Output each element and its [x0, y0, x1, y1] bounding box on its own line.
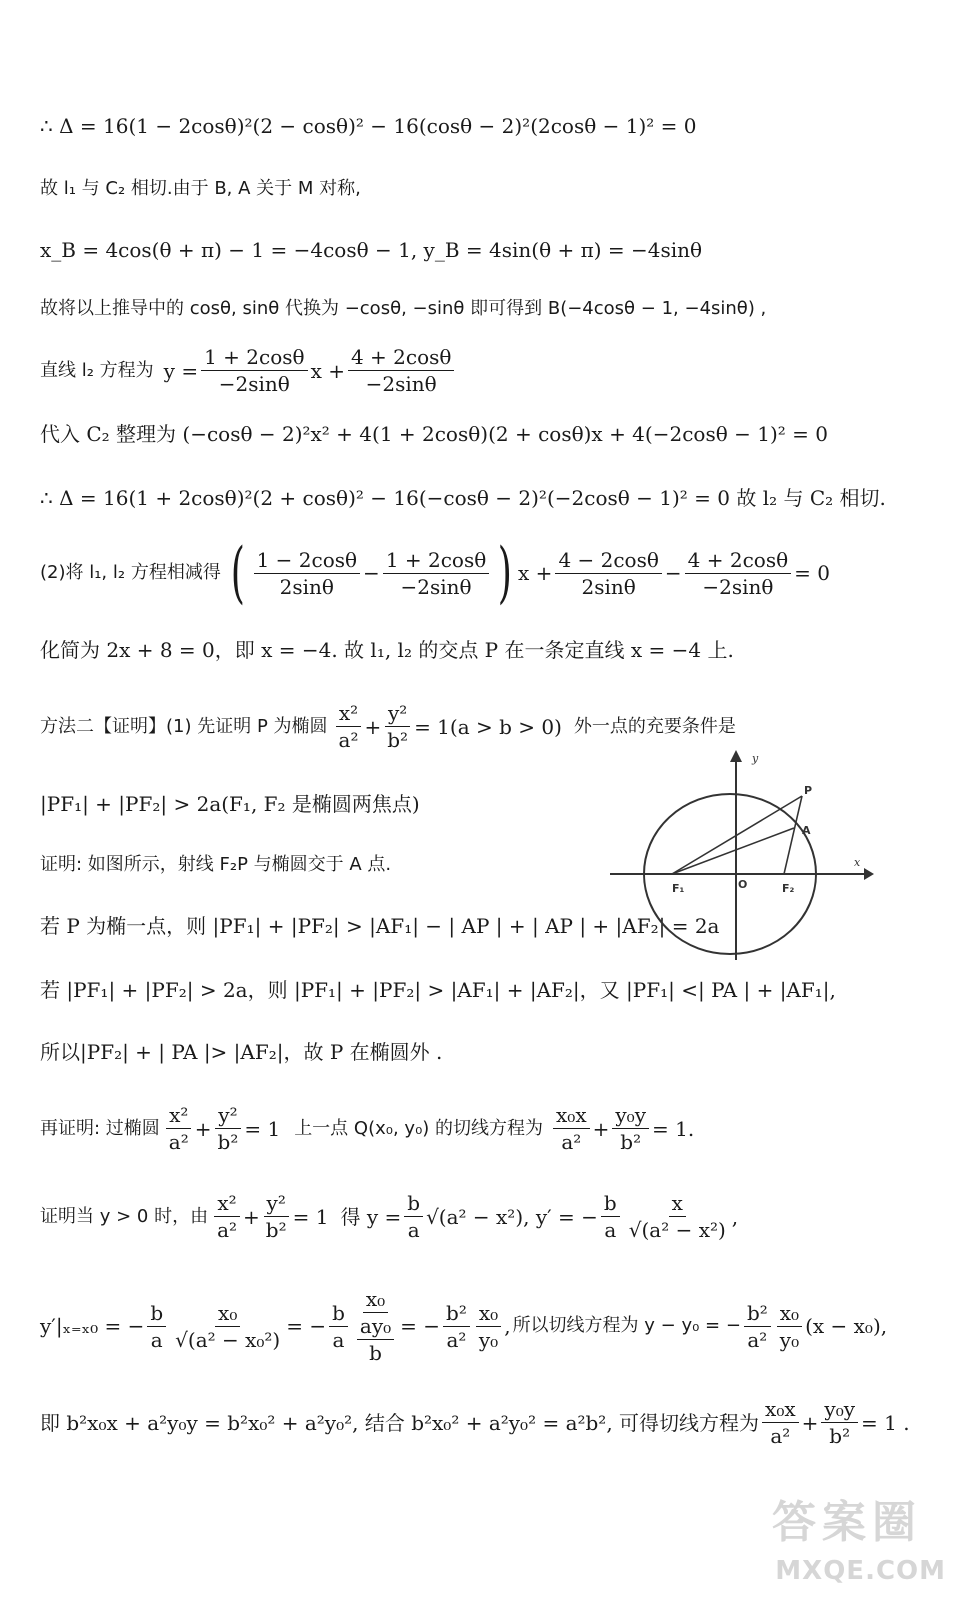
ellipse-x-den: a² — [338, 728, 359, 752]
py-root: √(a² − x²) — [426, 1204, 524, 1229]
ellipse-condition: = 1(a > b > 0) — [414, 714, 562, 739]
tc-tan-y-den: b² — [620, 1130, 642, 1154]
right-big-paren: ) — [498, 534, 513, 611]
tangent-claim-line — [40, 1104, 694, 1153]
deriv-x0-over-ay0b — [354, 1288, 397, 1364]
deriv-tangent-text: 所以切线方程为 y − y₀ = − — [512, 1315, 741, 1337]
tc-tan-x-num: x₀x — [553, 1104, 590, 1129]
ellipse-plus: + — [364, 714, 382, 739]
tc-tan-eq: = 1. — [652, 1116, 695, 1141]
sub-frac-4-den: −2sinθ — [702, 574, 774, 599]
sub-frac-3-den: 2sinθ — [581, 574, 636, 599]
tc-ellipse-y-den: b² — [217, 1130, 239, 1154]
segment-f1-a — [672, 828, 794, 874]
ellipse-y-num: y² — [385, 702, 410, 727]
py-plus: + — [243, 1204, 260, 1229]
l2-frac-1 — [201, 346, 307, 395]
final-plus: + — [801, 1410, 819, 1435]
deriv-lhs: y′|ₓ₌ₓ₀ = − — [40, 1314, 145, 1338]
point-p-label: P — [804, 784, 813, 797]
py-a-den-2: a — [604, 1218, 617, 1242]
final-y-frac — [821, 1398, 858, 1447]
deriv-ay0b-den — [354, 1313, 397, 1364]
deriv-x0-over-root — [172, 1302, 283, 1351]
deriv-b-num-2: b — [329, 1302, 348, 1327]
deriv-eq-2: = − — [400, 1314, 441, 1338]
outside-point-text: 外一点的充要条件是 — [573, 715, 736, 737]
deriv-comma: , — [504, 1314, 511, 1338]
tc-plus: + — [194, 1116, 212, 1141]
py-get-y: 得 y = — [340, 1204, 402, 1229]
deriv-x0-num-3: x₀ — [476, 1302, 501, 1327]
l2-y-eq: y = — [163, 358, 199, 383]
proof-y-positive-label: 证明当 y > 0 时，由 — [40, 1205, 209, 1227]
sub-x-plus: x + — [518, 561, 553, 585]
py-root-den: √(a² − x²) — [628, 1218, 726, 1242]
py-tail: , — [731, 1204, 739, 1229]
delta-l2-line: ∴ Δ = 16(1 + 2cosθ)²(2 + cosθ)² − 16(−cosθ − 2)²(−2cosθ − 1)² = 0 故 l₂ 与 C₂ 相切. — [40, 486, 886, 510]
method-two-line — [40, 702, 736, 751]
sub-minus-2: − — [664, 561, 682, 585]
deriv-x0-num: x₀ — [215, 1302, 240, 1327]
deriv-x0-over-y0 — [476, 1302, 501, 1351]
tc-tan-y-num: y₀y — [612, 1104, 649, 1129]
origin-label: O — [738, 878, 748, 891]
segment-f2-p — [784, 796, 802, 874]
deriv-b2-over-a2-2 — [744, 1302, 771, 1351]
tc-point-text: 上一点 Q(x₀, y₀) 的切线方程为 — [294, 1117, 544, 1139]
proof-ray-text: 证明: 如图所示，射线 F₂P 与椭圆交于 A 点. — [40, 854, 392, 875]
py-b-num: b — [404, 1192, 423, 1217]
final-eq-one: = 1 . — [861, 1410, 910, 1435]
py-ellipse-x-num: x² — [214, 1192, 239, 1217]
delta-l1-line: ∴ Δ = 16(1 − 2cosθ)²(2 − cosθ)² − 16(cosθ − 2)²(2cosθ − 1)² = 0 — [40, 114, 697, 138]
l2-frac-1-den: −2sinθ — [218, 372, 290, 396]
sub-frac-1-den: 2sinθ — [279, 574, 334, 599]
ellipse-y-frac — [384, 702, 411, 751]
deriv-ay0-over-b — [357, 1315, 394, 1364]
x-axis-label: x — [854, 856, 861, 869]
py-ellipse-x-den: a² — [217, 1218, 238, 1242]
outer-point-line: 若 |PF₁| + |PF₂| > 2a，则 |PF₁| + |PF₂| > |AF₁| + |AF₂|，又 |PF₁| <| PA | + |AF₁|, — [40, 978, 836, 1002]
deriv-tail: (x − x₀), — [805, 1314, 888, 1338]
simplify-line: 化简为 2x + 8 = 0，即 x = −4. 故 l₁, l₂ 的交点 P 在一条定直线 x = −4 上. — [40, 638, 734, 662]
deriv-y0-den: y₀ — [478, 1327, 499, 1352]
watermark-url-text: MXQE.COM — [775, 1556, 946, 1586]
deriv-b2-over-a2 — [443, 1302, 470, 1351]
tc-tan-plus: + — [592, 1116, 610, 1141]
py-x-over-root — [626, 1192, 729, 1241]
deriv-x0-num-4: x₀ — [777, 1302, 802, 1327]
l1-tangent-text: 故 l₁ 与 C₂ 相切.由于 B, A 关于 M 对称, — [40, 178, 361, 199]
tc-eq-one: = 1 — [244, 1116, 281, 1141]
subtract-equation-line — [40, 534, 830, 611]
deriv-b-num: b — [147, 1302, 166, 1327]
inner-point-line: 若 P 为椭一点，则 |PF₁| + |PF₂| > |AF₁| − | AP | + | AP | + |AF₂| = 2a — [40, 914, 720, 938]
l2-frac-2-den: −2sinθ — [365, 372, 437, 396]
sub-frac-2-num: 1 + 2cosθ — [383, 549, 489, 574]
deriv-b-den: b — [369, 1341, 382, 1365]
proof-y-positive-line — [40, 1192, 738, 1241]
final-x-frac — [762, 1398, 799, 1447]
final-tangent-text: 即 b²x₀x + a²y₀y = b²x₀² + a²y₀², 结合 b²x₀² + a²y₀² = a²b², 可得切线方程为 — [40, 1410, 760, 1435]
deriv-a2-den-2: a² — [747, 1327, 768, 1352]
py-a-den: a — [407, 1218, 420, 1242]
final-x-den: a² — [770, 1424, 791, 1448]
point-a-label: A — [802, 824, 811, 837]
sub-frac-2-den: −2sinθ — [400, 574, 472, 599]
sub-frac-2 — [383, 549, 489, 598]
ellipse-y-den: b² — [387, 728, 409, 752]
substitution-text: 故将以上推导中的 cosθ, sinθ 代换为 −cosθ, −sinθ 即可得到 B(−4cosθ − 1, −4sinθ) , — [40, 298, 767, 319]
py-ellipse-x-frac — [214, 1192, 240, 1241]
l2-label: 直线 l₂ 方程为 — [40, 359, 154, 381]
py-b-over-a — [404, 1192, 423, 1241]
sub-minus-1: − — [363, 561, 380, 585]
point-f2-label: F₂ — [782, 882, 795, 895]
py-ellipse-y-den: b² — [265, 1218, 287, 1242]
x-axis-arrow — [864, 868, 874, 880]
method-two-label: 方法二【证明】(1) 先证明 P 为椭圆 — [40, 715, 328, 737]
l2-mid: x + — [310, 358, 345, 383]
l2-equation-line — [40, 346, 457, 395]
py-b-num-2: b — [601, 1192, 620, 1217]
tc-ellipse-y-num: y² — [215, 1104, 240, 1129]
conclusion-line: 所以|PF₂| + | PA |> |AF₂|，故 P 在椭圆外 . — [40, 1040, 443, 1064]
py-b-over-a-2 — [601, 1192, 620, 1241]
l2-frac-1-num: 1 + 2cosθ — [201, 346, 307, 371]
y-axis-arrow — [730, 750, 742, 762]
y-axis-label: y — [752, 752, 759, 765]
deriv-ay0-num: ay₀ — [357, 1315, 394, 1340]
sub-frac-1 — [254, 549, 360, 598]
sub-eq-zero: = 0 — [794, 561, 830, 585]
sub-frac-3 — [555, 549, 661, 598]
b-coordinate-line: x_B = 4cos(θ + π) − 1 = −4cosθ − 1, y_B = 4sin(θ + π) = −4sinθ — [40, 238, 703, 262]
deriv-a-den-2: a — [332, 1327, 345, 1352]
watermark-top-text: 答案圈 — [772, 1497, 922, 1548]
subtract-label: (2)将 l₁, l₂ 方程相减得 — [40, 562, 221, 584]
deriv-b2-num: b² — [443, 1302, 470, 1327]
deriv-a-den: a — [150, 1327, 163, 1352]
derivative-line — [40, 1288, 887, 1364]
tc-ellipse-x-num: x² — [166, 1104, 191, 1129]
tangent-claim-label: 再证明: 过椭圆 — [40, 1117, 160, 1139]
sub-frac-1-num: 1 − 2cosθ — [254, 549, 360, 574]
tc-tan-x-den: a² — [561, 1130, 582, 1154]
deriv-a2-den: a² — [446, 1327, 467, 1352]
deriv-eq-1: = − — [286, 1314, 327, 1338]
sub-frac-4 — [685, 549, 791, 598]
deriv-x0-num-2: x₀ — [363, 1288, 388, 1313]
py-yprime: , y′ = − — [523, 1204, 598, 1229]
final-x-num: x₀x — [762, 1398, 799, 1423]
ellipse-figure — [606, 748, 876, 960]
final-y-den: b² — [829, 1424, 851, 1448]
sub-frac-3-num: 4 − 2cosθ — [555, 549, 661, 574]
py-ellipse-y-num: y² — [264, 1192, 289, 1217]
c2-substitution-line: 代入 C₂ 整理为 (−cosθ − 2)²x² + 4(1 + 2cosθ)(2 + cosθ)x + 4(−2cosθ − 1)² = 0 — [40, 422, 828, 446]
point-f1-label: F₁ — [672, 882, 685, 895]
py-ellipse-y-frac — [263, 1192, 290, 1241]
deriv-x0-over-y0-2 — [777, 1302, 802, 1351]
final-tangent-line — [40, 1398, 910, 1447]
deriv-root-den: √(a² − x₀²) — [175, 1327, 281, 1352]
deriv-b2-num-2: b² — [744, 1302, 771, 1327]
tc-ellipse-y-frac — [215, 1104, 242, 1153]
watermark-logo — [732, 1497, 952, 1592]
py-x-num: x — [669, 1192, 686, 1217]
ellipse-x-num: x² — [336, 702, 361, 727]
tc-ellipse-x-den: a² — [168, 1130, 189, 1154]
deriv-b-over-a-2 — [329, 1302, 348, 1351]
focal-sum-line: |PF₁| + |PF₂| > 2a(F₁, F₂ 是椭圆两焦点) — [40, 792, 420, 816]
ellipse-x-frac — [336, 702, 362, 751]
deriv-b-over-a — [147, 1302, 166, 1351]
py-eq-one: = 1 — [292, 1204, 329, 1229]
tc-ellipse-x-frac — [166, 1104, 192, 1153]
tc-tan-y-frac — [612, 1104, 649, 1153]
deriv-y0-den-2: y₀ — [779, 1327, 800, 1352]
tc-tan-x-frac — [553, 1104, 590, 1153]
l2-frac-2-num: 4 + 2cosθ — [348, 346, 454, 371]
l2-frac-2 — [348, 346, 454, 395]
final-y-num: y₀y — [821, 1398, 858, 1423]
left-big-paren: ( — [230, 534, 245, 611]
sub-frac-4-num: 4 + 2cosθ — [685, 549, 791, 574]
